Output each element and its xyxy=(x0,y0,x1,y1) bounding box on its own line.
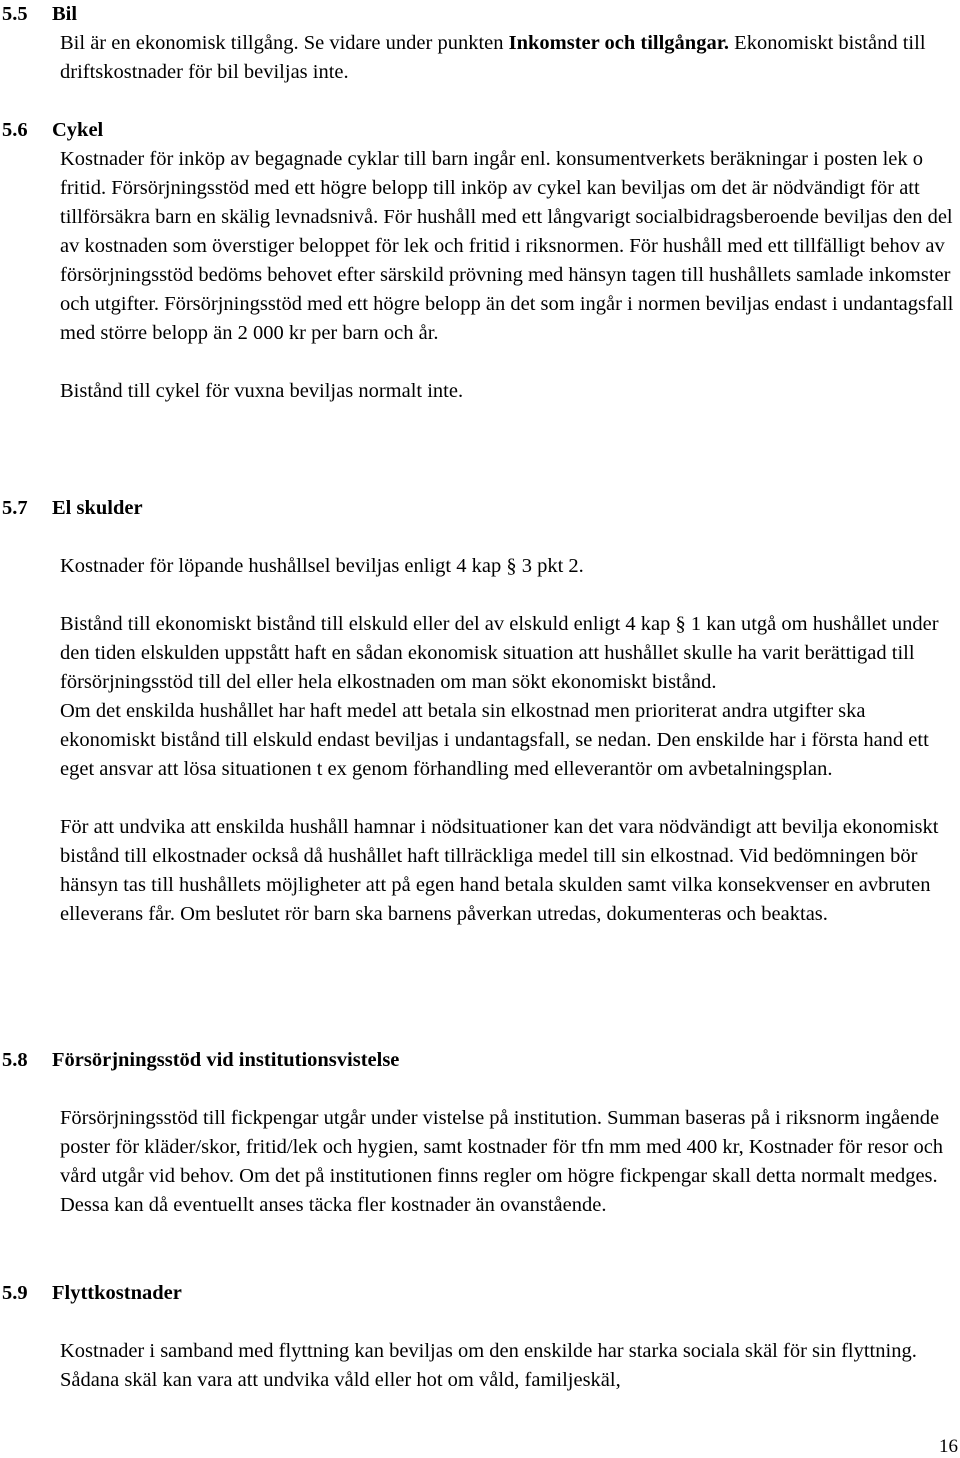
paragraph xyxy=(60,552,955,581)
section-5-6 xyxy=(0,116,960,406)
section-title: Försörjningsstöd vid institutionsvistelse xyxy=(52,1049,400,1071)
section-number: 5.5 xyxy=(2,3,28,25)
section-body xyxy=(60,1104,955,1220)
section-5-5 xyxy=(0,0,960,87)
section-heading xyxy=(0,116,960,145)
section-heading xyxy=(0,0,960,29)
section-body xyxy=(60,29,955,87)
section-heading xyxy=(0,494,960,523)
section-5-8 xyxy=(0,1046,960,1220)
text-run: Bistånd till ekonomiskt bistånd till elskuld eller del av elskuld enligt 4 kap xyxy=(60,613,676,635)
section-body xyxy=(60,1337,955,1395)
section-title: Flyttkostnader xyxy=(52,1282,182,1304)
paragraph: Försörjningsstöd till fickpengar utgår under vistelse på institution. Summan baseras på i riksnorm ingående poster för kläder/skor, fritid/lek och hygien, samt kostnader för tfn mm med 400 kr, Kostnader för resor och vård utgår vid behov. Om det på institutionen finns regler om högre fickpengar skall detta normalt medges. Dessa kan då eventuellt anses täcka fler kostnader än ovanstående. xyxy=(60,1107,944,1216)
paragraph: För att undvika att enskilda hushåll hamnar i nödsituationer kan det vara nödvändigt att bevilja ekonomiskt bistånd till elkostnader också då hushållet haft tillräckliga medel till sin elkostnad. Vid bedömningen bör hänsyn tas till hushållets möjligheter att på egen hand betala skulden samt vilka konsekvenser en avbruten elleverans får. Om beslutet rör barn ska barnens påverkan utredas, dokumenteras och beaktas. xyxy=(60,816,939,925)
section-title: El skulder xyxy=(52,497,143,519)
paragraph: Kostnader i samband med flyttning kan beviljas om den enskilde har starka sociala skäl för sin flyttning. Sådana skäl kan vara att undvika våld eller hot om våld, familjeskäl, xyxy=(60,1340,917,1391)
section-heading xyxy=(0,1279,960,1308)
section-number: 5.8 xyxy=(2,1049,28,1071)
paragraph: Bistånd till cykel för vuxna beviljas normalt inte. xyxy=(60,380,464,402)
paragraph xyxy=(60,29,955,87)
section-5-7 xyxy=(0,494,960,929)
section-heading xyxy=(0,1046,960,1075)
section-number: 5.7 xyxy=(2,497,28,519)
section-number: 5.9 xyxy=(2,1282,28,1304)
text-run: Ekonomiskt bistånd till driftskostnader för bil beviljas inte. xyxy=(60,32,926,83)
section-title: Cykel xyxy=(52,119,104,141)
page-number: 16 xyxy=(939,1436,958,1457)
section-title: Bil xyxy=(52,3,78,25)
text-run: 3 pkt 2. xyxy=(516,555,584,577)
text-run: 1 kan utgå om hushållet under den tiden elskulden uppstått haft en sådan ekonomisk situation att hushållet skulle ha varit berättigad till försörjningsstöd till del eller hela elkostnaden om man sökt ekonomiskt bistånd. xyxy=(60,613,939,693)
section-symbol: § xyxy=(506,555,517,577)
section-symbol: § xyxy=(675,613,686,635)
section-number: 5.6 xyxy=(2,119,28,141)
section-body xyxy=(60,552,955,929)
bold-text: Inkomster och tillgångar. xyxy=(508,32,730,54)
text-run: Bil är en ekonomisk tillgång. Se vidare under punkten xyxy=(60,32,509,54)
text-run: Kostnader för löpande hushållsel beviljas enligt 4 kap xyxy=(60,555,507,577)
paragraph: Kostnader för inköp av begagnade cyklar till barn ingår enl. konsumentverkets beräkningar i posten lek o fritid. Försörjningsstöd med ett högre belopp till inköp av cykel kan beviljas om det är nödvändigt för att tillförsäkra barn en skälig levnadsnivå. För hushåll med ett långvarigt socialbidragsberoende beviljas den del av kostnaden som överstiger beloppet för lek och fritid i riksnormen. För hushåll med ett tillfälligt behov av försörjningsstöd bedöms behovet efter särskild prövning med hänsyn tagen till hushållets samlade inkomster och utgifter. Försörjningsstöd med ett högre belopp än det som ingår i normen beviljas endast i undantagsfall med större belopp än 2 000 kr per barn och år. xyxy=(60,148,954,344)
section-body xyxy=(60,145,955,406)
paragraph: Om det enskilda hushållet har haft medel att betala sin elkostnad men prioriterat andra utgifter ska ekonomiskt bistånd till elskuld endast beviljas i undantagsfall, se nedan. Den enskilde har i första hand ett eget ansvar att lösa situationen t ex genom förhandling med elleverantör om avbetalningsplan. xyxy=(60,700,929,780)
section-5-9 xyxy=(0,1279,960,1395)
paragraph xyxy=(60,610,955,697)
